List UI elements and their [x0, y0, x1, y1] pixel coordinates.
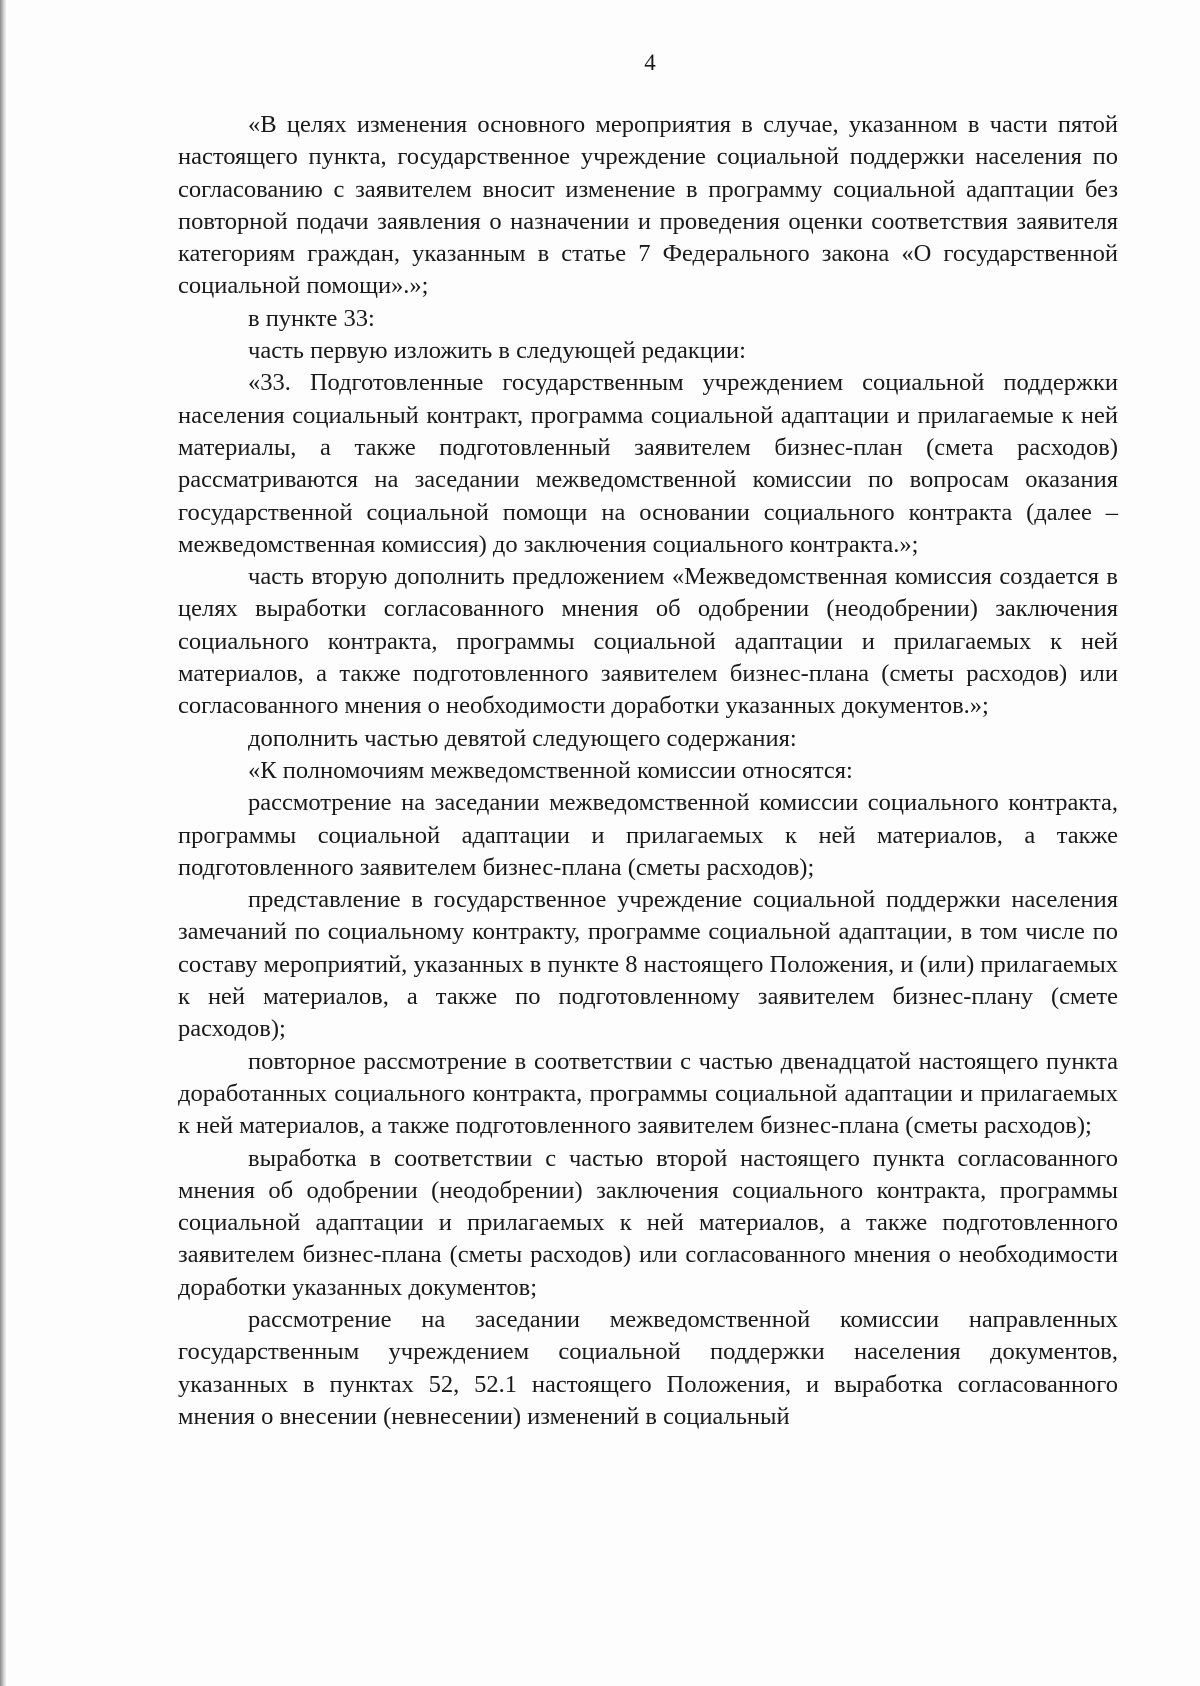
scan-edge-shadow [0, 0, 6, 1686]
paragraph-power-review: рассмотрение на заседании межведомственной комиссии социального контракта, программы социальной адаптации и прилагаемых к ней материалов, а также подготовленного заявителем бизнес-плана (сметы расходов); [178, 789, 1118, 881]
page-number: 4 [644, 50, 656, 75]
paragraph-commission-powers-intro: «К полномочиям межведомственной комиссии относятся: [248, 756, 853, 784]
paragraph-part-two-addition: часть вторую дополнить предложением «Межведомственная комиссия создается в целях выработки согласованного мнения об одобрении (неодобрении) заключения социального контракта, программы социальной адаптации и прилагаемых к ней материалов, а также подготовленного заявителем бизнес-плана (сметы расходов) или согласованного мнения о необходимости доработки указанных документов.»; [178, 563, 1118, 720]
paragraph-power-amendments: рассмотрение на заседании межведомственной комиссии направленных государственным учреждением социальной поддержки населения документов, указанных в пунктах 52, 52.1 настоящего Положения, и выработка согласованного мнения о внесении (невнесении) изменений в социальный [178, 1305, 1118, 1430]
paragraph-power-opinion: выработка в соответствии с частью второй настоящего пункта согласованного мнения об одобрении (неодобрении) заключения социального контракта, программы социальной адаптации и прилагаемых к ней материалов, а также подготовленного заявителем бизнес-плана (сметы расходов) или согласованного мнения о необходимости доработки указанных документов; [178, 1144, 1118, 1301]
paragraph-part-one-instruction: часть первую изложить в следующей редакции: [248, 337, 746, 365]
paragraph-power-repeat-review: повторное рассмотрение в соответствии с частью двенадцатой настоящего пункта доработанных социального контракта, программы социальной адаптации и прилагаемых к ней материалов, а также подготовленного заявителем бизнес-плана (сметы расходов); [178, 1047, 1118, 1140]
paragraph-part-nine-instruction: дополнить частью девятой следующего содержания: [248, 724, 797, 752]
document-body [178, 109, 1118, 1433]
paragraph-amendment-quote: «В целях изменения основного мероприятия в случае, указанном в части пятой настоящего пункта, государственное учреждение социальной поддержки населения по согласованию с заявителем вносит изменение в программу социальной адаптации без повторной подачи заявления о назначении и проведения оценки соответствия заявителя категориям граждан, указанным в статье 7 Федерального закона «О государственной социальной помощи».»; [178, 111, 1118, 300]
paragraph-power-remarks: представление в государственное учреждение социальной поддержки населения замечаний по социальному контракту, программе социальной адаптации, в том числе по составу мероприятий, указанных в пункте 8 настоящего Положения, и (или) прилагаемых к ней материалов, а также по подготовленному заявителем бизнес-плану (смете расходов); [178, 886, 1118, 1043]
paragraph-point-33-text: «33. Подготовленные государственным учреждением социальной поддержки населения социальный контракт, программа социальной адаптации и прилагаемые к ней материалы, а также подготовленный заявителем бизнес-план (смета расходов) рассматриваются на заседании межведомственной комиссии по вопросам оказания государственной социальной помощи на основании социального контракта (далее – межведомственная комиссия) до заключения социального контракта.»; [178, 369, 1118, 558]
paragraph-point-33: в пункте 33: [248, 304, 375, 332]
